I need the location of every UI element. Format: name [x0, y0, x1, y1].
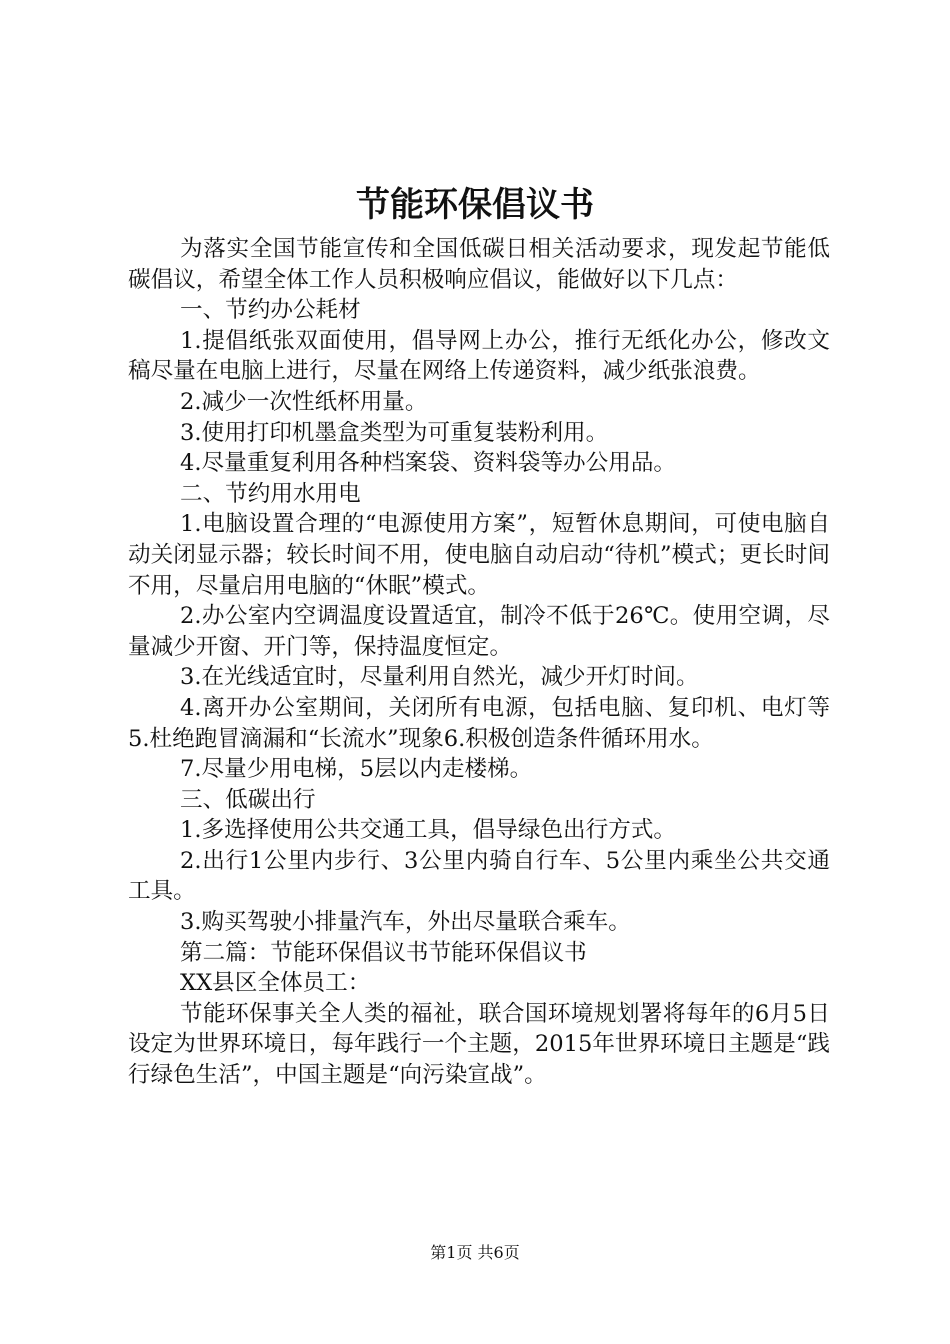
list-item: 1.多选择使用公共交通工具，倡导绿色出行方式。 [180, 817, 677, 844]
chapter-heading: 第二篇：节能环保倡议书节能环保倡议书 [180, 939, 587, 966]
body-paragraph: 节能环保事关全人类的福祉，联合国环境规划署将每年的6月5日设定为世界环境日，每年践行一个主题，2015年世界环境日主题是“践行绿色生活”，中国主题是“向污染宣战”。 [128, 1000, 830, 1089]
intro-paragraph: 为落实全国节能宣传和全国低碳日相关活动要求，现发起节能低碳倡议，希望全体工作人员积极响应倡议，能做好以下几点： [128, 236, 830, 293]
section-heading: 一、节约办公耗材 [180, 297, 361, 324]
list-item: 2.出行1公里内步行、3公里内骑自行车、5公里内乘坐公共交通工具。 [128, 847, 830, 905]
list-item: 3.购买驾驶小排量汽车，外出尽量联合乘车。 [180, 909, 631, 936]
list-item: 7.尽量少用电梯，5层以内走楼梯。 [180, 756, 533, 783]
section-heading: 二、节约用水用电 [180, 480, 361, 507]
list-item: 2.减少一次性纸杯用量。 [180, 388, 428, 415]
list-item: 2.办公室内空调温度设置适宜，制冷不低于26℃。使用空调，尽量减少开窗、开门等，保持温度恒定。 [128, 603, 830, 660]
document-title: 节能环保倡议书 [356, 185, 594, 225]
section-heading: 三、低碳出行 [180, 786, 316, 813]
page-number: 第1页 共6页 [430, 1243, 520, 1262]
list-item: 3.在光线适宜时，尽量利用自然光，减少开灯时间。 [180, 664, 699, 691]
list-item: 4.离开办公室期间，关闭所有电源，包括电脑、复印机、电灯等5.杜绝跑冒滴漏和“长流水”现象6.积极创造条件循环用水。 [128, 694, 830, 752]
list-item: 3.使用打印机墨盒类型为可重复装粉利用。 [180, 419, 609, 446]
list-item: 4.尽量重复利用各种档案袋、资料袋等办公用品。 [180, 450, 677, 477]
list-item: 1.提倡纸张双面使用，倡导网上办公，推行无纸化办公，修改文稿尽量在电脑上进行，尽量在网络上传递资料，减少纸张浪费。 [128, 327, 830, 385]
salutation: XX县区全体员工： [180, 970, 371, 997]
document-body [128, 234, 830, 1091]
list-item: 1.电脑设置合理的“电源使用方案”，短暂休息期间，可使电脑自动关闭显示器；较长时间不用，使电脑自动启动“待机”模式；更长时间不用，尽量启用电脑的“休眠”模式。 [128, 511, 830, 599]
